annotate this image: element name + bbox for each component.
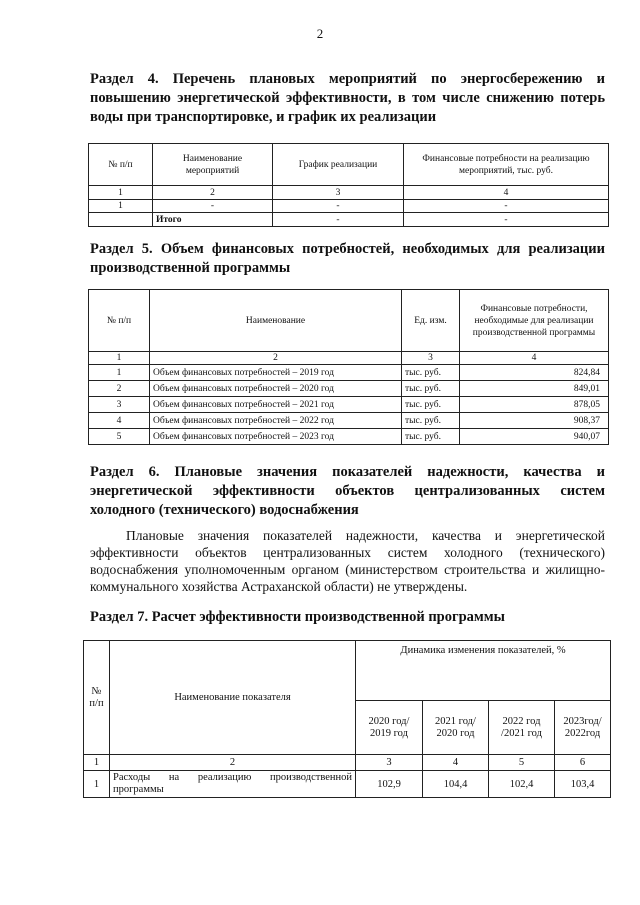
table-cell: 3 xyxy=(273,186,404,200)
table-cell: 4 xyxy=(423,755,489,771)
table-cell: 2 xyxy=(153,186,273,200)
header-cell: № п/п xyxy=(89,144,153,186)
table-cell: 102,4 xyxy=(489,771,555,798)
table-cell: 1 xyxy=(89,352,150,365)
table-row xyxy=(89,200,609,213)
table-cell: 1 xyxy=(89,365,150,381)
table-cell: 3 xyxy=(402,352,460,365)
table-cell: - xyxy=(404,213,609,227)
table-cell: 2 xyxy=(150,352,402,365)
year-header-cell: 2021 год/ 2020 год xyxy=(423,701,489,755)
year-header-cell: 2022 год /2021 год xyxy=(489,701,555,755)
table-cell: Объем финансовых потребностей – 2022 год xyxy=(150,413,402,429)
header-cell-dynamics: Динамика изменения показателей, % xyxy=(356,641,611,701)
table-cell: 102,9 xyxy=(356,771,423,798)
section-4-table xyxy=(88,143,609,227)
table-cell: 849,01 xyxy=(460,381,609,397)
table-cell: тыс. руб. xyxy=(402,365,460,381)
header-cell: Наименование xyxy=(150,290,402,352)
table-total-row xyxy=(89,213,609,227)
table-cell: 3 xyxy=(89,397,150,413)
table-cell: тыс. руб. xyxy=(402,397,460,413)
table-cell: 1 xyxy=(84,771,110,798)
table-cell: - xyxy=(273,213,404,227)
table-cell xyxy=(89,213,153,227)
table-row xyxy=(89,365,609,381)
section-6-title: Раздел 6. Плановые значения показателей надежности, качества и энергетической эффективности объектов централизованных систем холодного (технического) водоснабжения xyxy=(90,464,605,518)
table-cell: 3 xyxy=(356,755,423,771)
table-cell: 908,37 xyxy=(460,413,609,429)
table-cell: Расходы на реализацию производственной программы xyxy=(110,771,356,798)
table-cell: 5 xyxy=(89,429,150,445)
header-cell: Наименование мероприятий xyxy=(153,144,273,186)
table-cell: 940,07 xyxy=(460,429,609,445)
table-cell: - xyxy=(404,200,609,213)
header-cell: Финансовые потребности на реализацию мероприятий, тыс. руб. xyxy=(404,144,609,186)
table-cell: тыс. руб. xyxy=(402,413,460,429)
section-7-table xyxy=(83,640,611,798)
table-row xyxy=(89,429,609,445)
table-cell: 5 xyxy=(489,755,555,771)
table-cell: 4 xyxy=(89,413,150,429)
table-cell: Объем финансовых потребностей – 2021 год xyxy=(150,397,402,413)
table-cell: 2 xyxy=(89,381,150,397)
total-label: Итого xyxy=(153,213,273,227)
table-cell: Объем финансовых потребностей – 2023 год xyxy=(150,429,402,445)
table-header-row xyxy=(89,144,609,186)
table-cell: Объем финансовых потребностей – 2020 год xyxy=(150,381,402,397)
header-cell: График реализации xyxy=(273,144,404,186)
table-header-row xyxy=(89,290,609,352)
table-cell: 1 xyxy=(84,755,110,771)
header-cell-number: № п/п xyxy=(84,641,110,755)
section-6-paragraph: Плановые значения показателей надежности, качества и энергетической эффективности объектов централизованных систем холодного (технического) водоснабжения уполномоченным органом (министерством строительства и жилищно-коммунального хозяйства Астраханской области) не утверждены. xyxy=(90,528,605,594)
table-row xyxy=(89,413,609,429)
table-row xyxy=(89,397,609,413)
year-header-cell: 2023год/ 2022год xyxy=(555,701,611,755)
table-cell: 1 xyxy=(89,200,153,213)
table-index-row xyxy=(84,755,611,771)
table-index-row xyxy=(89,186,609,200)
section-7-title: Раздел 7. Расчет эффективности производственной программы xyxy=(90,609,505,625)
table-cell: тыс. руб. xyxy=(402,381,460,397)
table-cell: 1 xyxy=(89,186,153,200)
table-cell: 2 xyxy=(110,755,356,771)
header-cell: Финансовые потребности, необходимые для реализации производственной программы xyxy=(460,290,609,352)
section-5-table xyxy=(88,289,609,445)
page-number: 2 xyxy=(316,26,324,41)
table-cell: 824,84 xyxy=(460,365,609,381)
header-cell: Ед. изм. xyxy=(402,290,460,352)
table-cell: 103,4 xyxy=(555,771,611,798)
table-index-row xyxy=(89,352,609,365)
table-header-row xyxy=(84,641,611,701)
table-cell: - xyxy=(273,200,404,213)
table-cell: 4 xyxy=(460,352,609,365)
table-cell: тыс. руб. xyxy=(402,429,460,445)
table-cell: Объем финансовых потребностей – 2019 год xyxy=(150,365,402,381)
table-cell: - xyxy=(153,200,273,213)
header-cell-name: Наименование показателя xyxy=(110,641,356,755)
section-4-title: Раздел 4. Перечень плановых мероприятий по энергосбережению и повышению энергетической эффективности, в том числе снижению потерь воды при транспортировке, и график их реализации xyxy=(90,71,605,125)
year-header-cell: 2020 год/ 2019 год xyxy=(356,701,423,755)
table-row xyxy=(84,771,611,798)
table-cell: 878,05 xyxy=(460,397,609,413)
table-cell: 104,4 xyxy=(423,771,489,798)
section-5-title: Раздел 5. Объем финансовых потребностей, необходимых для реализации производственной программы xyxy=(90,241,605,276)
table-row xyxy=(89,381,609,397)
table-cell: 6 xyxy=(555,755,611,771)
header-cell: № п/п xyxy=(89,290,150,352)
table-cell: 4 xyxy=(404,186,609,200)
